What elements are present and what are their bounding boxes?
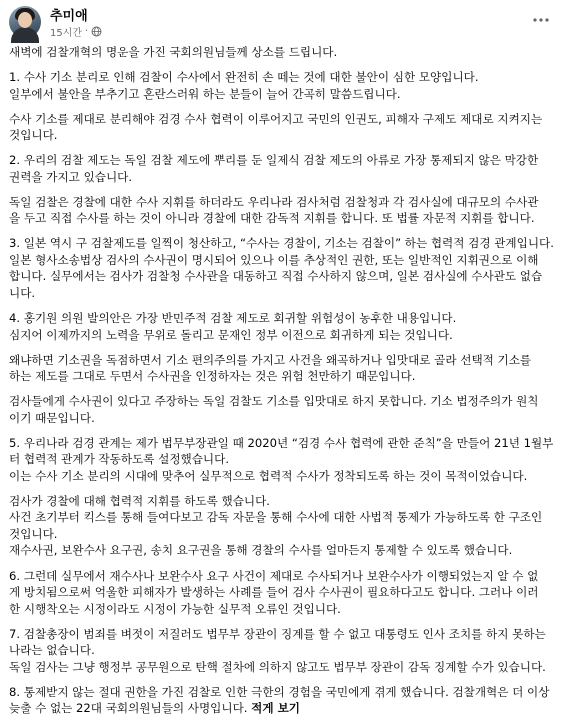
post-paragraph <box>9 111 555 144</box>
paragraph-line: 합니다. 실무에서는 검사가 검찰청 수사관을 대동하고 직접 수사하지 않으며, 일본 검사실에 수사관도 없습 <box>9 269 543 284</box>
post-paragraph <box>9 568 555 618</box>
meta-separator: · <box>85 26 89 37</box>
paragraph-line: 새벽에 검찰개혁의 명운을 가진 국회의원님들께 상소를 드립니다. <box>9 45 338 59</box>
post-paragraph <box>9 493 555 559</box>
paragraph-line: 심지어 이제까지의 노력을 무위로 돌리고 문재인 정부 이전으로 회귀하게 되는 것입니다. <box>9 327 453 342</box>
avatar[interactable] <box>9 6 41 38</box>
post-paragraph <box>9 435 555 485</box>
paragraph-line: 7. 검찰총장이 범죄를 벼젓이 저질러도 법무부 장관이 징계를 할 수 없고 대통령도 인사 조치를 하지 못하는 <box>9 626 546 641</box>
paragraph-line: 니다. <box>9 285 36 300</box>
post-paragraph <box>9 393 555 426</box>
post-paragraph <box>9 44 555 61</box>
post-paragraph <box>9 626 555 676</box>
paragraph-line: 일부에서 불안을 부추기고 혼란스러워 하는 분들이 늘어 간곡히 말씀드립니다. <box>9 86 401 101</box>
paragraph-line: 권력을 가지고 있습니다. <box>9 169 133 184</box>
post-meta <box>50 24 102 39</box>
post-paragraph <box>9 310 555 343</box>
more-options-button[interactable] <box>528 10 554 30</box>
globe-icon[interactable] <box>91 26 102 37</box>
paragraph-line: 2. 우리의 검찰 제도는 독일 검찰 제도에 뿌리를 둔 일제식 검찰 제도의 아류로 가장 통제되지 않은 막강한 <box>9 153 539 168</box>
paragraph-line: 5. 우리나라 검경 관계는 제가 법무부장관일 때 2020년 “검경 수사 협력에 관한 준칙”을 만들어 21년 1월부 <box>9 435 554 450</box>
post-timestamp[interactable]: 15시간 <box>50 28 83 39</box>
post-paragraph <box>9 235 555 301</box>
paragraph-line: 독일 검찰은 경찰에 대한 수사 지휘를 하더라도 우리나라 검사처럼 검찰청과 각 검사실에 대규모의 수사관 <box>9 194 539 209</box>
paragraph-line: 한 시행착오는 시정이라도 시정이 가능한 실무적 오류인 것입니다. <box>9 601 341 616</box>
paragraph-line: 1. 수사 기소 분리로 인해 검찰이 수사에서 완전히 손 떼는 것에 대한 불안이 심한 모양입니다. <box>9 70 479 85</box>
post-body <box>0 44 564 717</box>
paragraph-line: 나라는 없습니다. <box>9 643 95 658</box>
paragraph-line: 재수사권, 보완수사 요구권, 송치 요구권을 통해 경찰의 수사를 얼마든지 통제할 수 있도록 했습니다. <box>9 543 513 558</box>
paragraph-line: 독일 검사는 그냥 행정부 공무원으로 탄핵 절차에 의하지 않고도 법무부 장관이 감독 징계할 수가 있습니다. <box>9 659 546 674</box>
see-less-link[interactable]: 적게 보기 <box>251 701 300 716</box>
paragraph-line: 이기 때문입니다. <box>9 410 95 425</box>
paragraph-line: 수사 기소를 제대로 분리해야 검경 수사 협력이 이루어지고 국민의 인권도, 피해자 구제도 제대로 지켜지는 <box>9 111 543 126</box>
more-horizontal-icon <box>533 18 549 22</box>
post-paragraph <box>9 194 555 227</box>
paragraph-line: 검사가 경찰에 대해 협력적 지휘를 하도록 했습니다. <box>9 493 270 508</box>
paragraph-line: 하는 제도를 그대로 두면서 수사권을 인정하자는 것은 위험 천만하기 때문입니다. <box>9 369 416 384</box>
paragraph-line: 것입니다. <box>9 526 58 541</box>
paragraph-line: 4. 홍기원 의원 발의안은 가장 반민주적 검찰 제도로 회귀할 위험성이 농후한 내용입니다. <box>9 311 457 326</box>
paragraph-line: 사건 초기부터 킥스를 통해 들여다보고 감독 자문을 통해 수사에 대한 사법적 통제가 가능하도록 한 구조인 <box>9 510 543 525</box>
paragraph-line: 일본 형사소송법상 검사의 수사권이 명시되어 있으나 이를 추상적인 권한, 또는 일반적인 지휘권으로 이해 <box>9 252 539 267</box>
paragraph-line: 을 두고 직접 수사를 하는 것이 아니라 경찰에 대한 감독적 지휘를 합니다. 또 법률 자문적 지휘를 합니다. <box>9 211 535 226</box>
paragraph-line: 터 협력적 관계가 작동하도록 설정했습니다. <box>9 452 230 467</box>
post-paragraph <box>9 69 555 102</box>
post-paragraph <box>9 352 555 385</box>
post-paragraph <box>9 152 555 185</box>
paragraph-line: 늦출 수 없는 22대 국회의원님들의 사명입니다. 적게 보기 <box>9 701 300 716</box>
paragraph-line: 6. 그런데 실무에서 재수사나 보완수사 요구 사건이 제대로 수사되거나 보완수사가 이행되었는지 알 수 없 <box>9 568 539 583</box>
paragraph-line: 이는 수사 기소 분리의 시대에 맞추어 실무적으로 협력적 수사가 정착되도록 하는 것이 목적이었습니다. <box>9 468 528 483</box>
paragraph-line: 게 방치됨으로써 억울한 피해자가 발생하는 사례를 들어 검사 수사권이 필요하다고도 합니다. 그러나 이러 <box>9 585 539 600</box>
post-header <box>0 0 564 44</box>
paragraph-line: 8. 통제받지 않는 절대 권한을 가진 검찰로 인한 극한의 경험을 국민에게 겪게 했습니다. 검찰개혁은 더 이상 <box>9 684 550 699</box>
paragraph-line: 왜냐하면 기소권을 독점하면서 기소 편의주의를 가지고 사건을 왜곡하거나 입맛대로 골라 선택적 기소를 <box>9 352 532 367</box>
paragraph-line: 것입니다. <box>9 128 58 143</box>
author-name[interactable]: 추미애 <box>50 9 88 24</box>
paragraph-line: 검사들에게 수사권이 있다고 주장하는 독일 검찰도 기소를 입맛대로 하지 못합니다. 기소 법정주의가 원칙 <box>9 394 539 409</box>
paragraph-line: 3. 일본 역시 구 검찰제도를 일찍이 청산하고, “수사는 경찰이, 기소는 검찰이” 하는 협력적 검경 관계입니다. <box>9 236 554 251</box>
post-paragraph <box>9 684 555 717</box>
